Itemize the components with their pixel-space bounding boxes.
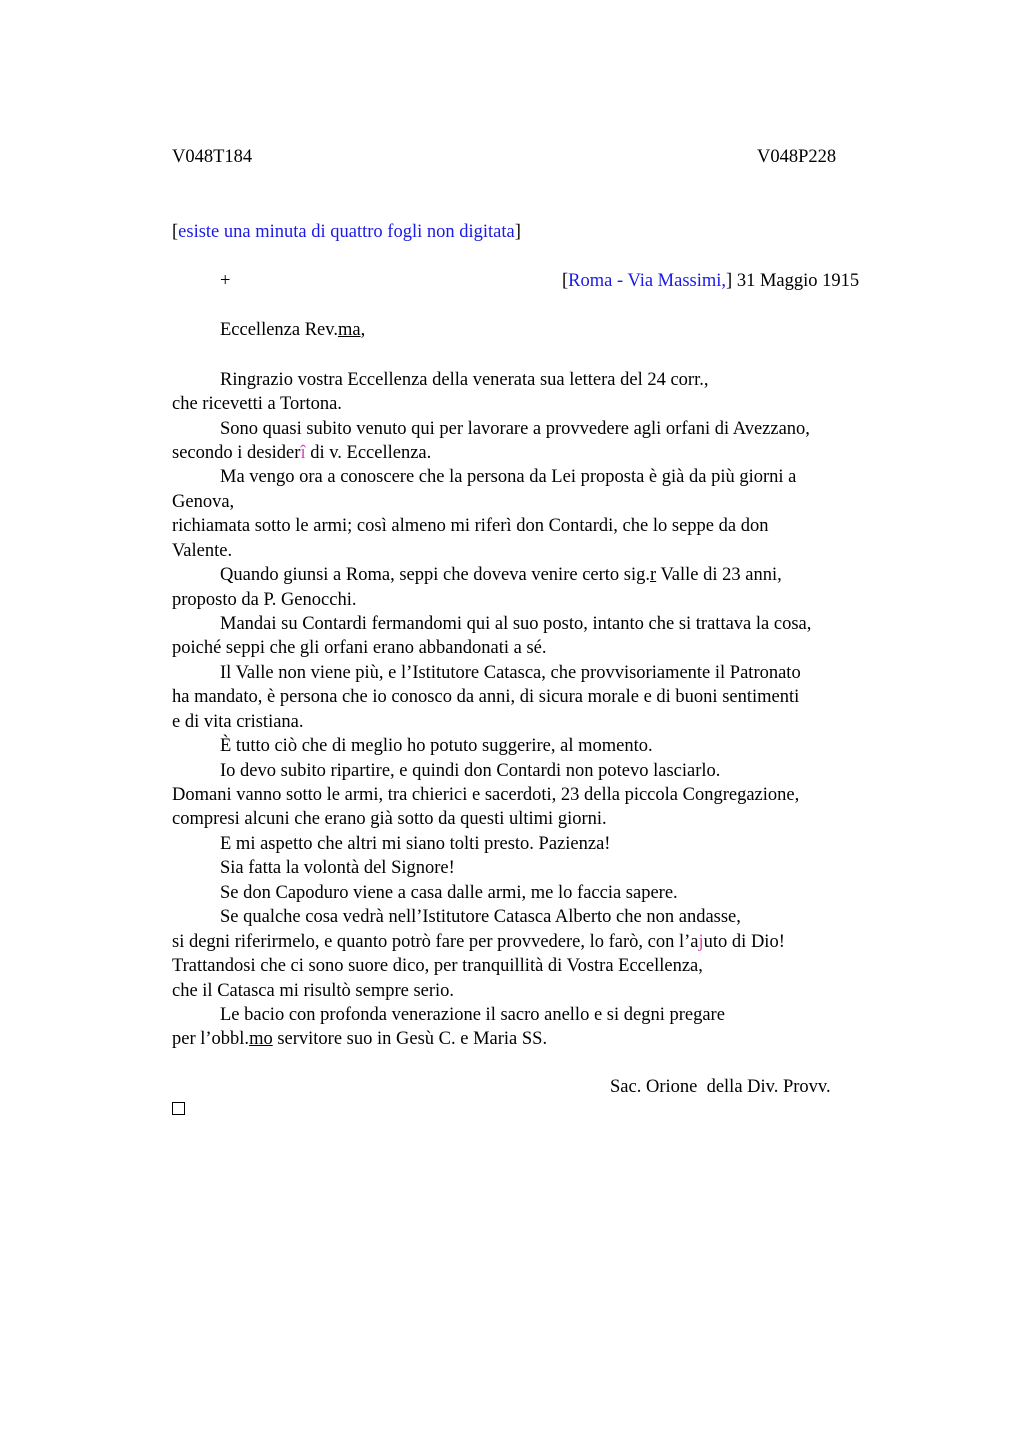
body-line: compresi alcuni che erano già sotto da questi ultimi giorni. [172, 809, 607, 829]
body-line: Mandai su Contardi fermandomi qui al suo posto, intanto che si trattava la cosa, [220, 614, 812, 634]
document-code-left: V048T184 [172, 147, 253, 167]
dateline-bracket-close: ] [726, 271, 733, 291]
note-bracket-open: [ [172, 222, 179, 242]
body-line: Io devo subito ripartire, e quindi don Contardi non potevo lasciarlo. [220, 761, 721, 781]
text-run: uto di Dio! [703, 932, 785, 952]
body-line [172, 930, 785, 954]
body-line: Ringrazio vostra Eccellenza della venerata sua lettera del 24 corr., [220, 370, 709, 390]
body-line: Se qualche cosa vedrà nell’Istitutore Catasca Alberto che non andasse, [220, 907, 741, 927]
body-line: Le bacio con profonda venerazione il sacro anello e si degni pregare [220, 1005, 725, 1025]
salutation-text: Eccellenza Rev. [220, 320, 338, 340]
text-run: secondo i desider [172, 443, 301, 463]
text-run: per l’obbl. [172, 1029, 250, 1049]
body-line: Il Valle non viene più, e l’Istitutore Catasca, che provvisoriamente il Patronato [220, 663, 801, 683]
salutation-abbrev: ma [337, 320, 361, 340]
body-line: Valente. [172, 541, 233, 561]
body-line: che il Catasca mi risultò sempre serio. [172, 981, 455, 1001]
highlighted-char: j [698, 932, 704, 952]
underlined-abbrev: r [650, 565, 657, 585]
body-line: E mi aspetto che altri mi siano tolti presto. Pazienza! [220, 834, 611, 854]
cross-mark: + [220, 271, 231, 291]
body-line: ha mandato, è persona che io conosco da anni, di sicura morale e di buoni sentimenti [172, 687, 800, 707]
text-run: servitore suo in Gesù C. e Maria SS. [272, 1029, 548, 1049]
body-line: e di vita cristiana. [172, 712, 304, 732]
text-run: si degni riferirmelo, e quanto potrò fare per provvedere, lo farò, con l’a [172, 932, 699, 952]
body-line: poiché seppi che gli orfani erano abbandonati a sé. [172, 638, 547, 658]
body-line: Trattandosi che ci sono suore dico, per tranquillità di Vostra Eccellenza, [172, 956, 703, 976]
body-line [172, 1027, 547, 1051]
underlined-abbrev: mo [249, 1029, 273, 1049]
text-run: Quando giunsi a Roma, seppi che doveva venire certo sig. [220, 565, 651, 585]
body-line: Se don Capoduro viene a casa dalle armi, me lo faccia sapere. [220, 883, 678, 903]
body-line: Domani vanno sotto le armi, tra chierici e sacerdoti, 23 della piccola Congregazione, [172, 785, 800, 805]
body-line: Ma vengo ora a conoscere che la persona da Lei proposta è già da più giorni a [220, 467, 797, 487]
dateline-place: Roma - Via Massimi, [568, 271, 727, 291]
note-text: esiste una minuta di quattro fogli non digitata [178, 222, 515, 242]
note-bracket-close: ] [514, 222, 521, 242]
body-line: Sia fatta la volontà del Signore! [220, 858, 455, 878]
body-line [172, 441, 431, 465]
salutation [220, 320, 365, 341]
body-line: Genova, [172, 492, 235, 512]
dateline-bracket-open: [ [562, 271, 569, 291]
end-box-icon [172, 1102, 185, 1115]
text-run: Valle di 23 anni, [656, 565, 782, 585]
highlighted-char: î [300, 443, 306, 463]
salutation-comma: , [360, 320, 366, 340]
body-line: È tutto ciò che di meglio ho potuto suggerire, al momento. [220, 736, 653, 756]
dateline [562, 271, 859, 292]
dateline-date: 31 Maggio 1915 [732, 271, 860, 291]
body-line: Sono quasi subito venuto qui per lavorare a provvedere agli orfani di Avezzano, [220, 419, 810, 439]
text-run: di v. Eccellenza. [305, 443, 432, 463]
document-code-right: V048P228 [757, 147, 837, 167]
editorial-note [172, 222, 521, 243]
signature: Sac. Orione della Div. Provv. [610, 1077, 831, 1097]
body-line: richiamata sotto le armi; così almeno mi riferì don Contardi, che lo seppe da don [172, 516, 769, 536]
body-line: che ricevetti a Tortona. [172, 394, 342, 414]
body-line [220, 563, 782, 587]
body-line: proposto da P. Genocchi. [172, 590, 357, 610]
